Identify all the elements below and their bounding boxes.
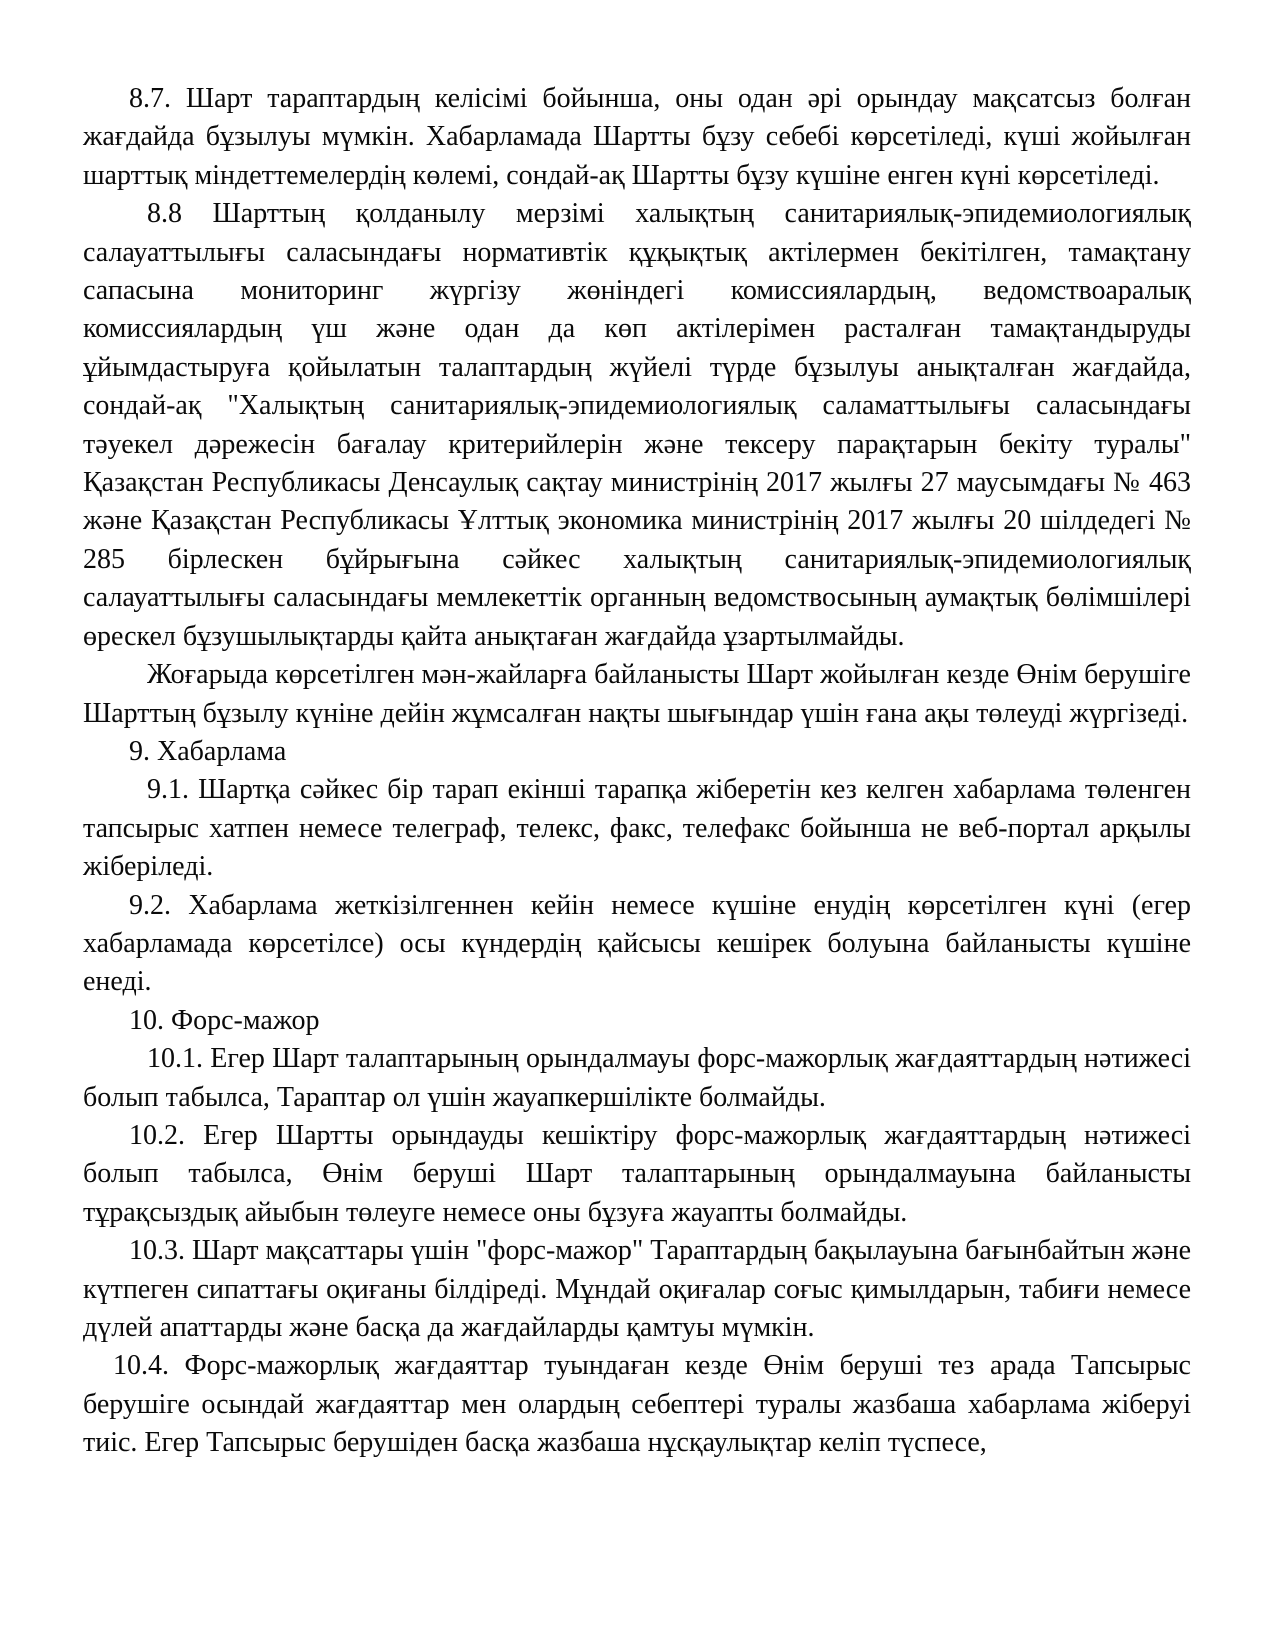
paragraph-9-2: 9.2. Хабарлама жеткізілгеннен кейін немесе күшіне енудің көрсетілген күні (егер хабарламада көрсетілсе) осы күндердің қайсысы кешірек болуына байланысты күшіне енеді.: [83, 889, 1191, 998]
section-heading-9: 9. Хабарлама: [129, 735, 287, 767]
paragraph-8-8-cont: Жоғарыда көрсетілген мән-жайларға байланысты Шарт жойылған кезде Өнім берушіге Шарттың бұзылу күніне дейін жұмсалған нақты шығындар үшін ғана ақы төлеуді жүргізеді.: [83, 659, 1191, 729]
paragraph-10-4: 10.4. Форс-мажорлық жағдаяттар туындаған кезде Өнім беруші тез арада Тапсырыс берушіге осындай жағдаяттар мен олардың себептері туралы жазбаша хабарлама жіберуі тиіс. Егер Тапсырыс берушіден басқа жазбаша нұсқаулықтар келіп түспесе,: [83, 1350, 1191, 1459]
paragraph-10-2: 10.2. Егер Шартты орындауды кешіктіру форс-мажорлық жағдаяттардың нәтижесі болып табылса, Өнім беруші Шарт талаптарының орындалмауына байланысты тұрақсыздық айыбын төлеуге немесе оны бұзуға жауапты болмайды.: [83, 1119, 1191, 1228]
document-body: [83, 80, 1191, 1463]
paragraph-10-3: 10.3. Шарт мақсаттары үшін "форс-мажор" Тараптардың бақылауына бағынбайтын және күтпеген сипаттағы оқиғаны білдіреді. Мұндай оқиғалар соғыс қимылдарын, табиғи немесе дүлей апаттарды және басқа да жағдайларды қамтуы мүмкін.: [83, 1235, 1191, 1343]
section-heading-10: 10. Форс-мажор: [129, 1004, 320, 1036]
paragraph-10-1: 10.1. Егер Шарт талаптарының орындалмауы форс-мажорлық жағдаяттардың нәтижесі болып табылса, Тараптар ол үшін жауапкершілікте болмайды.: [83, 1043, 1191, 1113]
paragraph-9-1: 9.1. Шартқа сәйкес бір тарап екінші тарапқа жіберетін кез келген хабарлама төленген тапсырыс хатпен немесе телеграф, телекс, факс, телефакс бойынша не веб-портал арқылы жіберіледі.: [83, 774, 1191, 883]
paragraph-8-7: 8.7. Шарт тараптардың келісімі бойынша, оны одан әрі орындау мақсатсыз болған жағдайда бұзылуы мүмкін. Хабарламада Шартты бұзу себебі көрсетіледі, күші жойылған шарттық міндеттемелердің көлемі, сондай-ақ Шартты бұзу күшіне енген күні көрсетіледі.: [83, 83, 1191, 191]
paragraph-8-8: 8.8 Шарттың қолданылу мерзімі халықтың санитариялық-эпидемиологиялық салауаттылығы саласындағы нормативтік құқықтық актілермен бекітілген, тамақтану сапасына мониторинг жүргізу жөніндегі комиссиялардың, ведомствоаралық комиссиялардың үш және одан да көп актілерімен расталған тамақтандыруды ұйымдастыруға қойылатын талаптардың жүйелі түрде бұзылуы анықталған жағдайда, сондай-ақ "Халықтың санитариялық-эпидемиологиялық саламаттылығы саласындағы тәуекел дәрежесін бағалау критерийлерін және тексеру парақтарын бекіту туралы" Қазақстан Республикасы Денсаулық сақтау министрінің 2017 жылғы 27 маусымдағы № 463 және Қазақстан Республикасы Ұлттық экономика министрінің 2017 жылғы 20 шілдедегі № 285 бірлескен бұйрығына сәйкес халықтың санитариялық-эпидемиологиялық салауаттылығы саласындағы мемлекеттік органның ведомствосының аумақтық бөлімшілері өрескел бұзушылықтарды қайта анықтаған жағдайда ұзартылмайды.: [83, 198, 1191, 652]
